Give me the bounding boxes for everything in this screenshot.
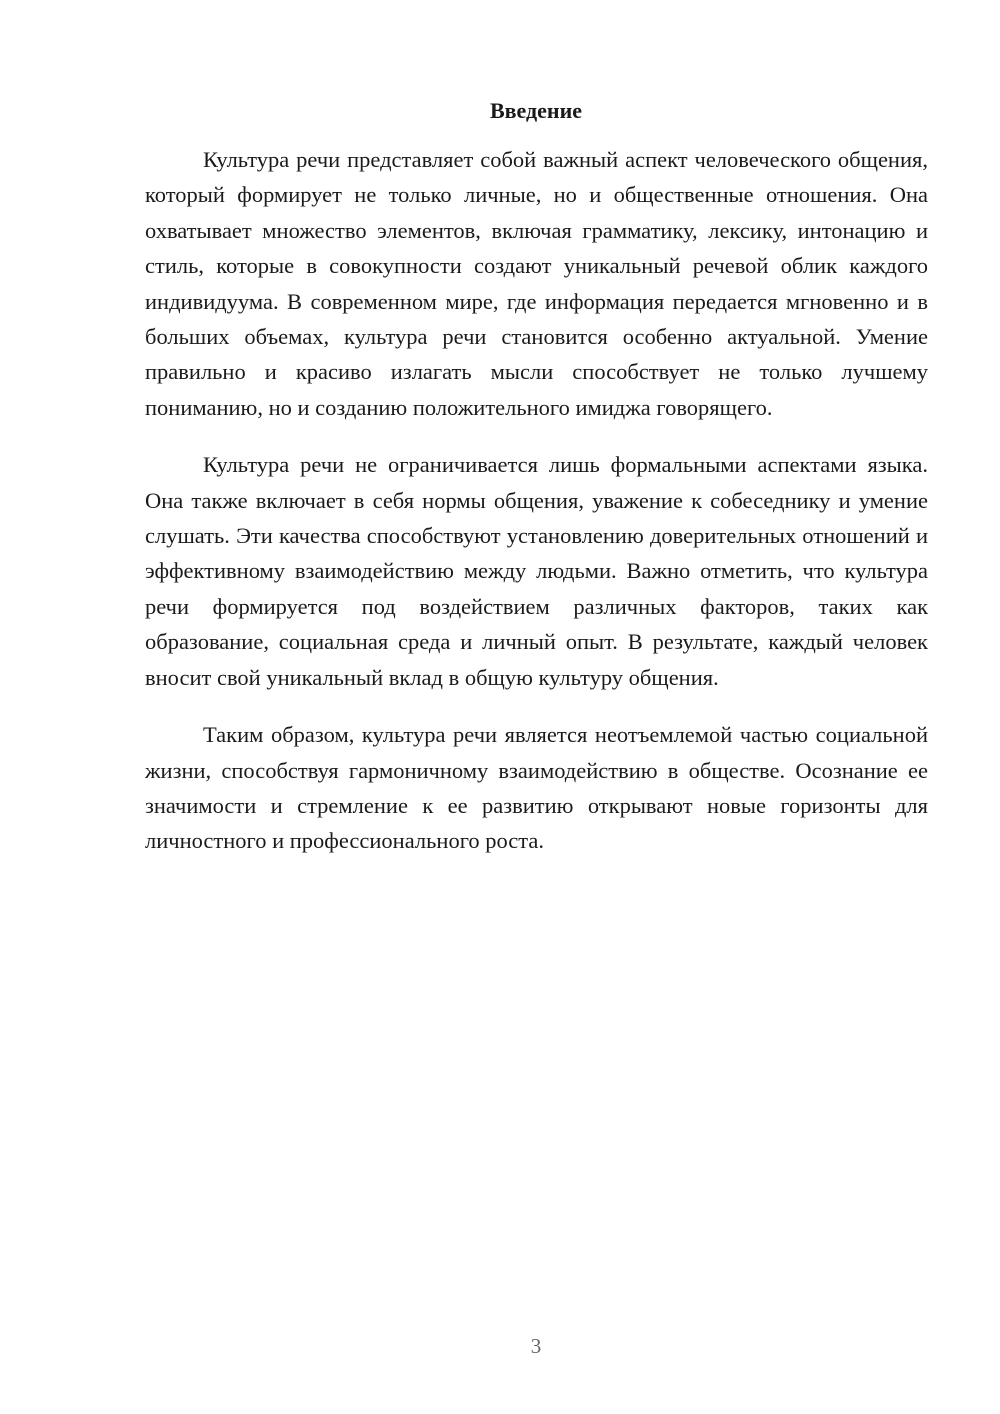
paragraph-2: Культура речи не ограничивается лишь формальными аспектами языка. Она также включает в себя нормы общения, уважение к собеседнику и умение слушать. Эти качества способствуют установлению доверительных отношений и эффективному взаимодействию между людьми. Важно отметить, что культура речи формируется под воздействием различных факторов, таких как образование, социальная среда и личный опыт. В результате, каждый человек вносит свой уникальный вклад в общую культуру общения. [145,452,928,690]
paragraph-3: Таким образом, культура речи является неотъемлемой частью социальной жизни, способствуя гармоничному взаимодействию в обществе. Осознание ее значимости и стремление к ее развитию открывают новые горизонты для личностного и профессионального роста. [145,722,928,854]
section-heading: Введение [489,98,583,123]
page-number: 3 [530,1334,542,1358]
paragraph-1: Культура речи представляет собой важный аспект человеческого общения, который формирует не только личные, но и общественные отношения. Она охватывает множество элементов, включая грамматику, лексику, интонацию и стиль, которые в совокупности создают уникальный речевой облик каждого индивидуума. В современном мире, где информация передается мгновенно и в больших объемах, культура речи становится особенно актуальной. Умение правильно и красиво излагать мысли способствует не только лучшему пониманию, но и созданию положительного имиджа говорящего. [145,147,928,420]
body-text [145,142,928,881]
